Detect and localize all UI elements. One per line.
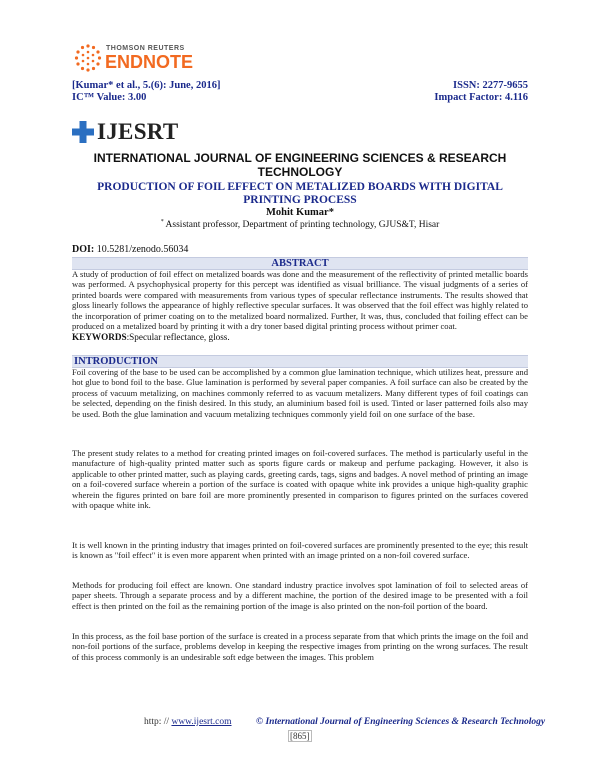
logo-brand: ENDNOTE [105, 52, 194, 72]
footer-url [144, 717, 232, 727]
intro-paragraph-4: Methods for producing foil effect are known. One standard industry practice involves spot lamination of foil to selected areas of paper sheets. Through a separate process and by a different machine, the portion of the desired image to be presented with a foil effect is then printed on the foil as the remaining portion of the image is also printed on the non-foil portion of the board. [72, 580, 528, 611]
intro-paragraph-1: Foil covering of the base to be used can be accomplished by a common glue lamination technique, which utilizes heat, pressure and hot glue to bond foil to the base. Glue lamination is performed by several paper companies. A foil surface can also be created by the process of vacuum metalizing, on machines commonly referred to as vacuum metalizers. Many different types of foil coatings can be selected, depending on the finish desired. In this study, an aluminium based foil is used. Tinted or laser patterned foils also may be used. Both the glue lamination and vacuum metalizing techniques commonly yield foil on one surface of the base. [72, 367, 528, 419]
affiliation-text: Assistant professor, Department of printing technology, GJUS&T, Hisar [165, 220, 440, 231]
masthead-name: IJESRT [97, 119, 179, 144]
journal-title: INTERNATIONAL JOURNAL OF ENGINEERING SCIENCES & RESEARCH TECHNOLOGY [93, 151, 507, 179]
doi-label: DOI: [72, 244, 95, 255]
keywords-line [72, 332, 230, 342]
intro-paragraph-5: In this process, as the foil base portion of the surface is created in a process separate from that which prints the image on the foil and non-foil portions of the surface, problems develop in keeping the respective images from printing on the wrong surfaces. The result of this process commonly is an undesirable soft edge between the images. This problem [72, 631, 528, 662]
footer-url-link[interactable]: www.ijesrt.com [171, 717, 232, 727]
page-number: [865] [290, 731, 310, 741]
impact-factor-text: Impact Factor: 4.116 [434, 92, 528, 103]
citation-text: [Kumar* et al., 5.(6): June, 2016] [72, 80, 221, 91]
author-name: Mohit Kumar* [266, 207, 334, 218]
footer-copyright: © International Journal of Engineering Sciences & Research Technology [256, 717, 546, 727]
keywords-value: :Specular reflectance, gloss. [126, 332, 230, 342]
header-issn-block [434, 80, 528, 104]
footer-url-prefix: http: // [144, 717, 172, 727]
paper-title: PRODUCTION OF FOIL EFFECT ON METALIZED BOARDS WITH DIGITAL PRINTING PROCESS [97, 181, 503, 206]
keywords-label: KEYWORDS [72, 332, 127, 342]
introduction-heading: INTRODUCTION [74, 356, 159, 367]
masthead [72, 118, 179, 146]
header-citation-block [72, 80, 220, 104]
doi-line [72, 244, 188, 255]
endnote-logo [68, 38, 228, 78]
abstract-text: A study of production of foil effect on metalized boards was done and the measurement of the reflectivity of printed metallic boards was performed. A psychophysical property for this percept was identified as visual brilliance. The visual judgments of a series of printed boards were compared with measurements from various types of specular reflectance instruments. The results showed that gloss linearly follows the appearance of highly reflective specular surfaces. It was observed that the foil effect was highly related to the incorporation of primer coating on to the metalized board normalized. Further, It was, thus, concluded that foiling effect can be produced on a metalized board by printing it with a dry toner based digital printing process without primer coat. [72, 269, 528, 332]
affiliation-mark: * [160, 219, 164, 225]
doi-value: 10.5281/zenodo.56034 [96, 244, 189, 255]
intro-paragraph-3: It is well known in the printing industry that images printed on foil-covered surfaces are prominently presented to the eye; this result is known as "foil effect" it is even more apparent when printed with an image printed on a non-foil covered surface. [72, 540, 528, 561]
intro-paragraph-2: The present study relates to a method for creating printed images on foil-covered surfaces. The method is particularly useful in the manufacture of high-quality printed matter such as sports figure cards or makeup and perfume packaging. However, it also is applicable to other printed matter, such as playing cards, greeting cards, tags, signs and badges. A novel method of printing an image on a foil-covered surface wherein a portion of the surface is coated with opaque white ink provides a unique high-quality graphic wherein the figures printed on bare foil are more prominently presented in comparison to figures printed on the surfaces covered with opaque white ink. [72, 448, 528, 511]
affiliation [72, 219, 528, 230]
logo-top-line: THOMSON REUTERS [106, 45, 185, 52]
ic-value-text: IC™ Value: 3.00 [72, 92, 147, 103]
abstract-heading: ABSTRACT [271, 258, 329, 269]
issn-text: ISSN: 2277-9655 [453, 80, 528, 91]
plus-icon [72, 121, 94, 143]
